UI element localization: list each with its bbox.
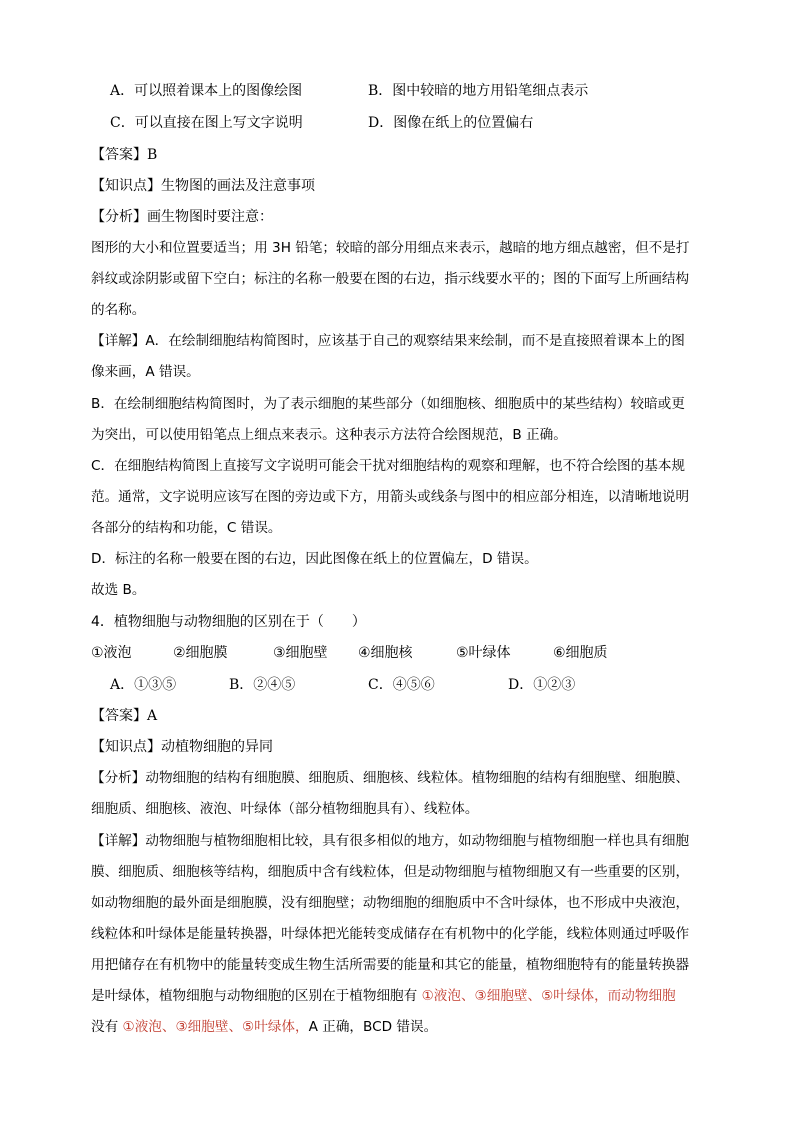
q4-detail-line: 如动物细胞的最外面是细胞膜，没有细胞壁；动物细胞的细胞质中不含叶绿体，也不形成中央液泡， xyxy=(91,895,690,911)
q4-knowledge-point xyxy=(91,737,273,757)
detail-text-black: 是叶绿体，植物细胞与动物细胞的区别在于植物细胞有 xyxy=(91,988,418,1004)
detail-text-highlight: ①液泡、③细胞壁、⑤叶绿体，而动物细胞 xyxy=(421,988,676,1004)
answer-tag: 【答案】 xyxy=(91,147,147,163)
q4-item: ③细胞壁 xyxy=(273,645,328,661)
q3-option-c: C．可以直接在图上写文字说明 xyxy=(110,115,303,131)
detail-tag: 【详解】 xyxy=(91,333,146,349)
q3-analysis-line: 的名称。 xyxy=(91,302,146,318)
q3-detail-line: 像来画，A 错误。 xyxy=(91,364,200,380)
detail-text: 动物细胞与植物细胞相比较，具有很多相似的地方，如动物细胞与植物细胞一样也具有细胞 xyxy=(145,833,690,849)
q4-answer xyxy=(91,706,157,726)
q4-analysis-line: 细胞质、细胞核、液泡、叶绿体（部分植物细胞具有）、线粒体。 xyxy=(91,801,479,817)
knowledge-text: 生物图的画法及注意事项 xyxy=(161,178,315,194)
q3-option-b: B．图中较暗的地方用铅笔细点表示 xyxy=(368,83,589,99)
q3-detail-line: 各部分的结构和功能，C 错误。 xyxy=(91,520,282,536)
analysis-text: 画生物图时要注意： xyxy=(147,209,273,225)
q4-item: ④细胞核 xyxy=(358,645,413,661)
q3-detail-line: 范。通常，文字说明应该写在图的旁边或下方，用箭头或线条与图中的相应部分相连，以清晰地说明 xyxy=(91,489,690,505)
detail-text: A．在绘制细胞结构简图时，应该基于自己的观察结果来绘制，而不是直接照着课本上的图 xyxy=(145,333,685,349)
q4-detail-line: 线粒体和叶绿体是能量转换器，叶绿体把光能转变成储存在有机物中的化学能，线粒体则通过呼吸作 xyxy=(91,926,690,942)
answer-text: A xyxy=(147,708,158,724)
answer-text: B xyxy=(147,147,158,163)
q4-item: ⑤叶绿体 xyxy=(456,645,511,661)
q3-analysis-line: 斜纹或涂阴影或留下空白；标注的名称一般要在图的右边，指示线要水平的；图的下面写上所画结构 xyxy=(91,271,690,287)
q3-detail xyxy=(91,331,685,351)
q4-analysis xyxy=(91,768,689,788)
q4-option-a: A．①③⑤ xyxy=(110,677,177,693)
answer-tag: 【答案】 xyxy=(91,708,147,724)
knowledge-text: 动植物细胞的异同 xyxy=(161,739,273,755)
q4-item: ②细胞膜 xyxy=(173,645,228,661)
q3-analysis xyxy=(91,207,273,227)
q4-detail-line: 膜、细胞质、细胞核等结构，细胞质中含有线粒体，但是动物细胞与植物细胞又有一些重要的区别， xyxy=(91,864,690,880)
q3-answer xyxy=(91,145,157,165)
q4-item: ①液泡 xyxy=(91,645,132,661)
analysis-text: 动物细胞的结构有细胞膜、细胞质、细胞核、线粒体。植物细胞的结构有细胞壁、细胞膜、 xyxy=(145,770,690,786)
detail-tag: 【详解】 xyxy=(91,833,146,849)
q3-option-a: A．可以照着课本上的图像绘图 xyxy=(110,83,303,99)
q3-option-d: D．图像在纸上的位置偏右 xyxy=(368,115,534,131)
analysis-tag: 【分析】 xyxy=(91,209,147,225)
q3-detail-line: D．标注的名称一般要在图的右边，因此图像在纸上的位置偏左，D 错误。 xyxy=(91,551,538,567)
q4-item: ⑥细胞质 xyxy=(553,645,608,661)
q4-detail xyxy=(91,831,689,851)
analysis-tag: 【分析】 xyxy=(91,770,146,786)
q4-option-d: D．①②③ xyxy=(508,677,576,693)
q4-stem: 4．植物细胞与动物细胞的区别在于（ ） xyxy=(91,614,366,630)
q4-detail-line xyxy=(91,986,676,1006)
knowledge-tag: 【知识点】 xyxy=(91,739,161,755)
q4-option-b: B．②④⑤ xyxy=(229,677,296,693)
q3-analysis-line: 图形的大小和位置要适当；用 3H 铅笔；较暗的部分用细点来表示，越暗的地方细点越密，但不是打 xyxy=(91,240,690,256)
q4-detail-line: 用把储存在有机物中的能量转变成生物生活所需要的能量和其它的能量，植物细胞特有的能量转换器 xyxy=(91,957,690,973)
knowledge-tag: 【知识点】 xyxy=(91,178,161,194)
detail-text-black: A 正确，BCD 错误。 xyxy=(308,1019,438,1035)
q3-detail-line: 为突出，可以使用铅笔点上细点来表示。这种表示方法符合绘图规范，B 正确。 xyxy=(91,427,567,443)
detail-text-black: 没有 xyxy=(91,1019,119,1035)
detail-text-highlight: ①液泡、③细胞壁、⑤叶绿体， xyxy=(122,1019,309,1035)
q3-choose: 故选 B。 xyxy=(91,582,146,598)
q4-option-c: C．④⑤⑥ xyxy=(368,677,435,693)
q4-detail-line xyxy=(91,1017,437,1037)
q3-knowledge-point xyxy=(91,176,315,196)
q3-detail-line: C．在细胞结构简图上直接写文字说明可能会干扰对细胞结构的观察和理解，也不符合绘图的基本规 xyxy=(91,458,686,474)
q3-detail-line: B．在绘制细胞结构简图时，为了表示细胞的某些部分（如细胞核、细胞质中的某些结构）较暗或更 xyxy=(91,396,685,412)
